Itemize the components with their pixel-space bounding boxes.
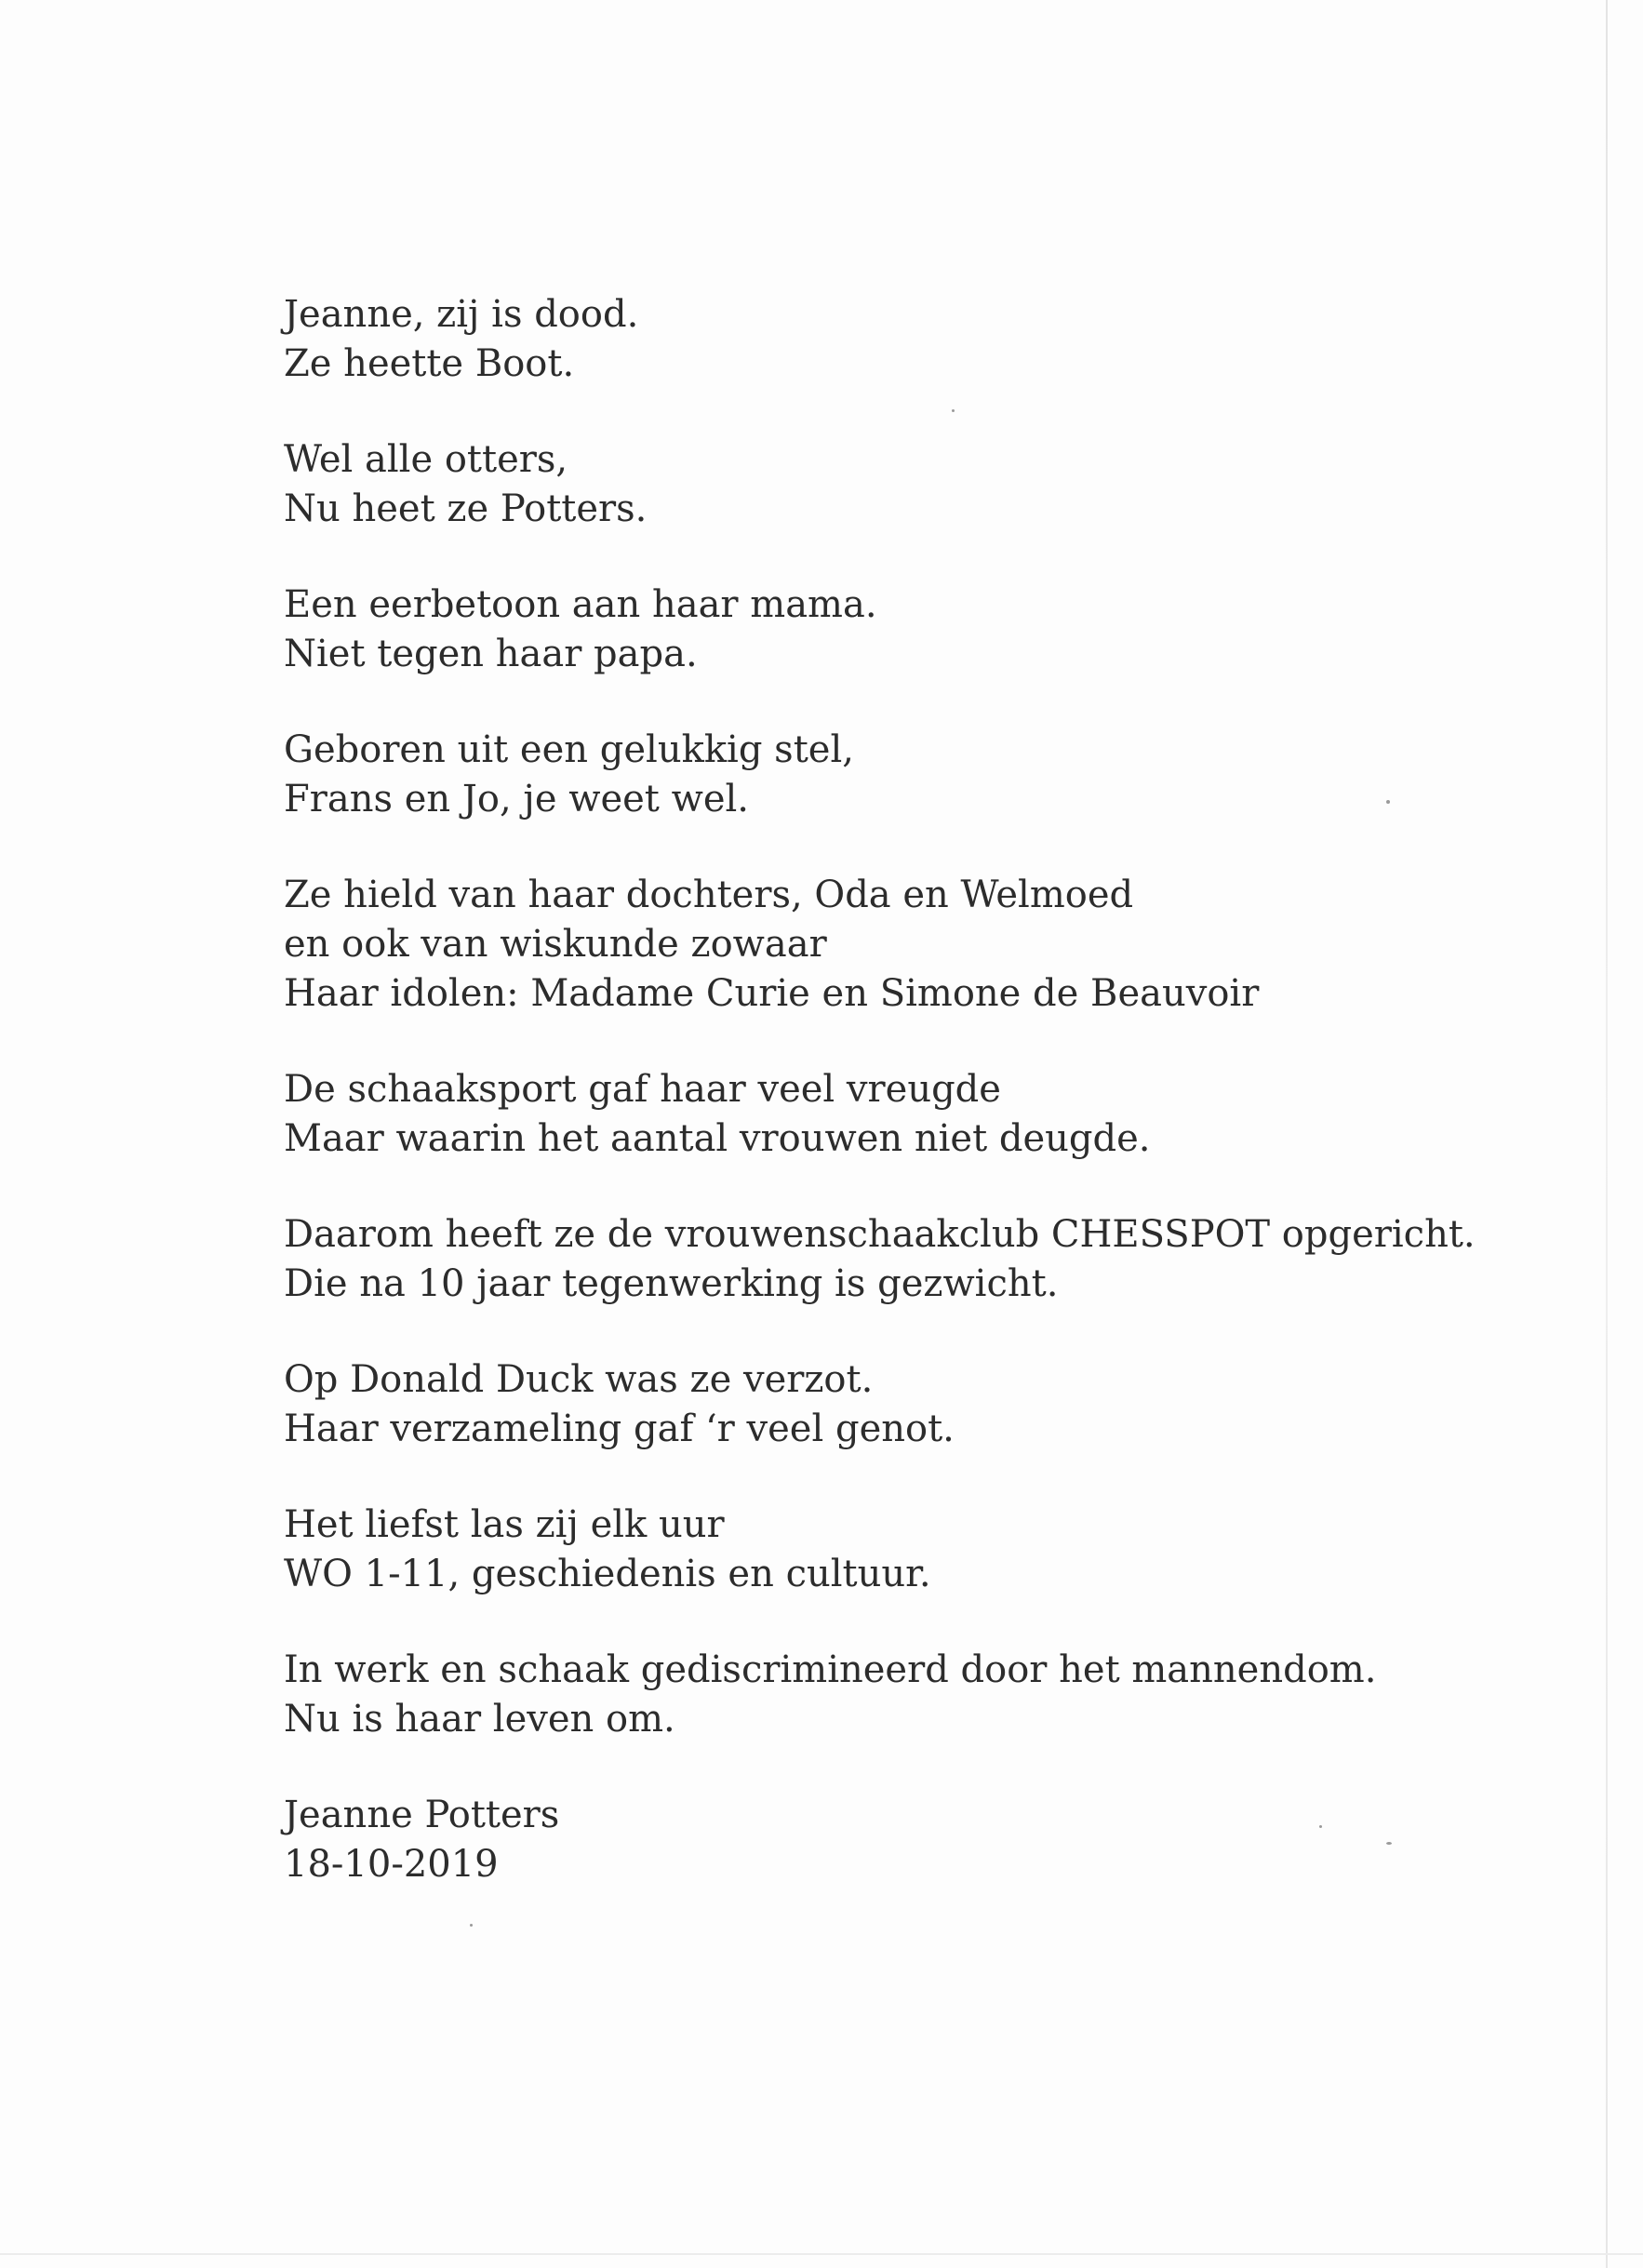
signature-name: Jeanne Potters xyxy=(284,1794,560,1836)
poem-line: Frans en Jo, je weet wel. xyxy=(284,778,749,820)
poem-line: Ze hield van haar dochters, Oda en Welmoed xyxy=(284,874,1134,916)
poem-line: Jeanne, zij is dood. xyxy=(284,293,639,336)
poem-line: Haar idolen: Madame Curie en Simone de Beauvoir xyxy=(284,972,1260,1015)
poem-line: Op Donald Duck was ze verzot. xyxy=(284,1358,874,1401)
stanza-9 xyxy=(284,1501,1447,1599)
poem-line: De schaaksport gaf haar veel vreugde xyxy=(284,1068,1001,1111)
poem-line: Haar verzameling gaf ‘r veel genot. xyxy=(284,1407,955,1450)
poem-line: In werk en schaak gediscrimineerd door het mannendom. xyxy=(284,1648,1377,1691)
poem-line: WO 1-11, geschiedenis en cultuur. xyxy=(284,1553,931,1595)
poem-line: Niet tegen haar papa. xyxy=(284,633,698,675)
stanza-5 xyxy=(284,871,1447,1019)
poem-line: Geboren uit een gelukkig stel, xyxy=(284,728,854,771)
poem-line: en ook van wiskunde zowaar xyxy=(284,923,827,966)
stanza-6 xyxy=(284,1065,1447,1164)
paper-edge-bottom xyxy=(0,2253,1643,2255)
poem xyxy=(284,290,1476,1936)
stanza-7 xyxy=(284,1210,1476,1309)
stanza-10 xyxy=(284,1646,1447,1744)
poem-line: Daarom heeft ze de vrouwenschaakclub CHESSPOT opgericht. xyxy=(284,1213,1476,1256)
poem-line: Nu is haar leven om. xyxy=(284,1698,675,1741)
signature-date: 18-10-2019 xyxy=(284,1843,499,1886)
paper-edge-right xyxy=(1606,0,1608,2268)
poem-line: Ze heette Boot. xyxy=(284,342,575,385)
stanza-4 xyxy=(284,726,1447,824)
poem-line: Die na 10 jaar tegenwerking is gezwicht. xyxy=(284,1262,1059,1305)
poem-line: Nu heet ze Potters. xyxy=(284,487,648,530)
poem-line: Het liefst las zij elk uur xyxy=(284,1503,725,1546)
poem-line: Maar waarin het aantal vrouwen niet deugde. xyxy=(284,1117,1151,1160)
poem-line: Wel alle otters, xyxy=(284,438,568,481)
stanza-1 xyxy=(284,290,1447,389)
signature-block xyxy=(284,1791,1447,1889)
stanza-3 xyxy=(284,580,1447,679)
stanza-8 xyxy=(284,1355,1447,1454)
stanza-2 xyxy=(284,435,1447,534)
poem-line: Een eerbetoon aan haar mama. xyxy=(284,583,877,626)
